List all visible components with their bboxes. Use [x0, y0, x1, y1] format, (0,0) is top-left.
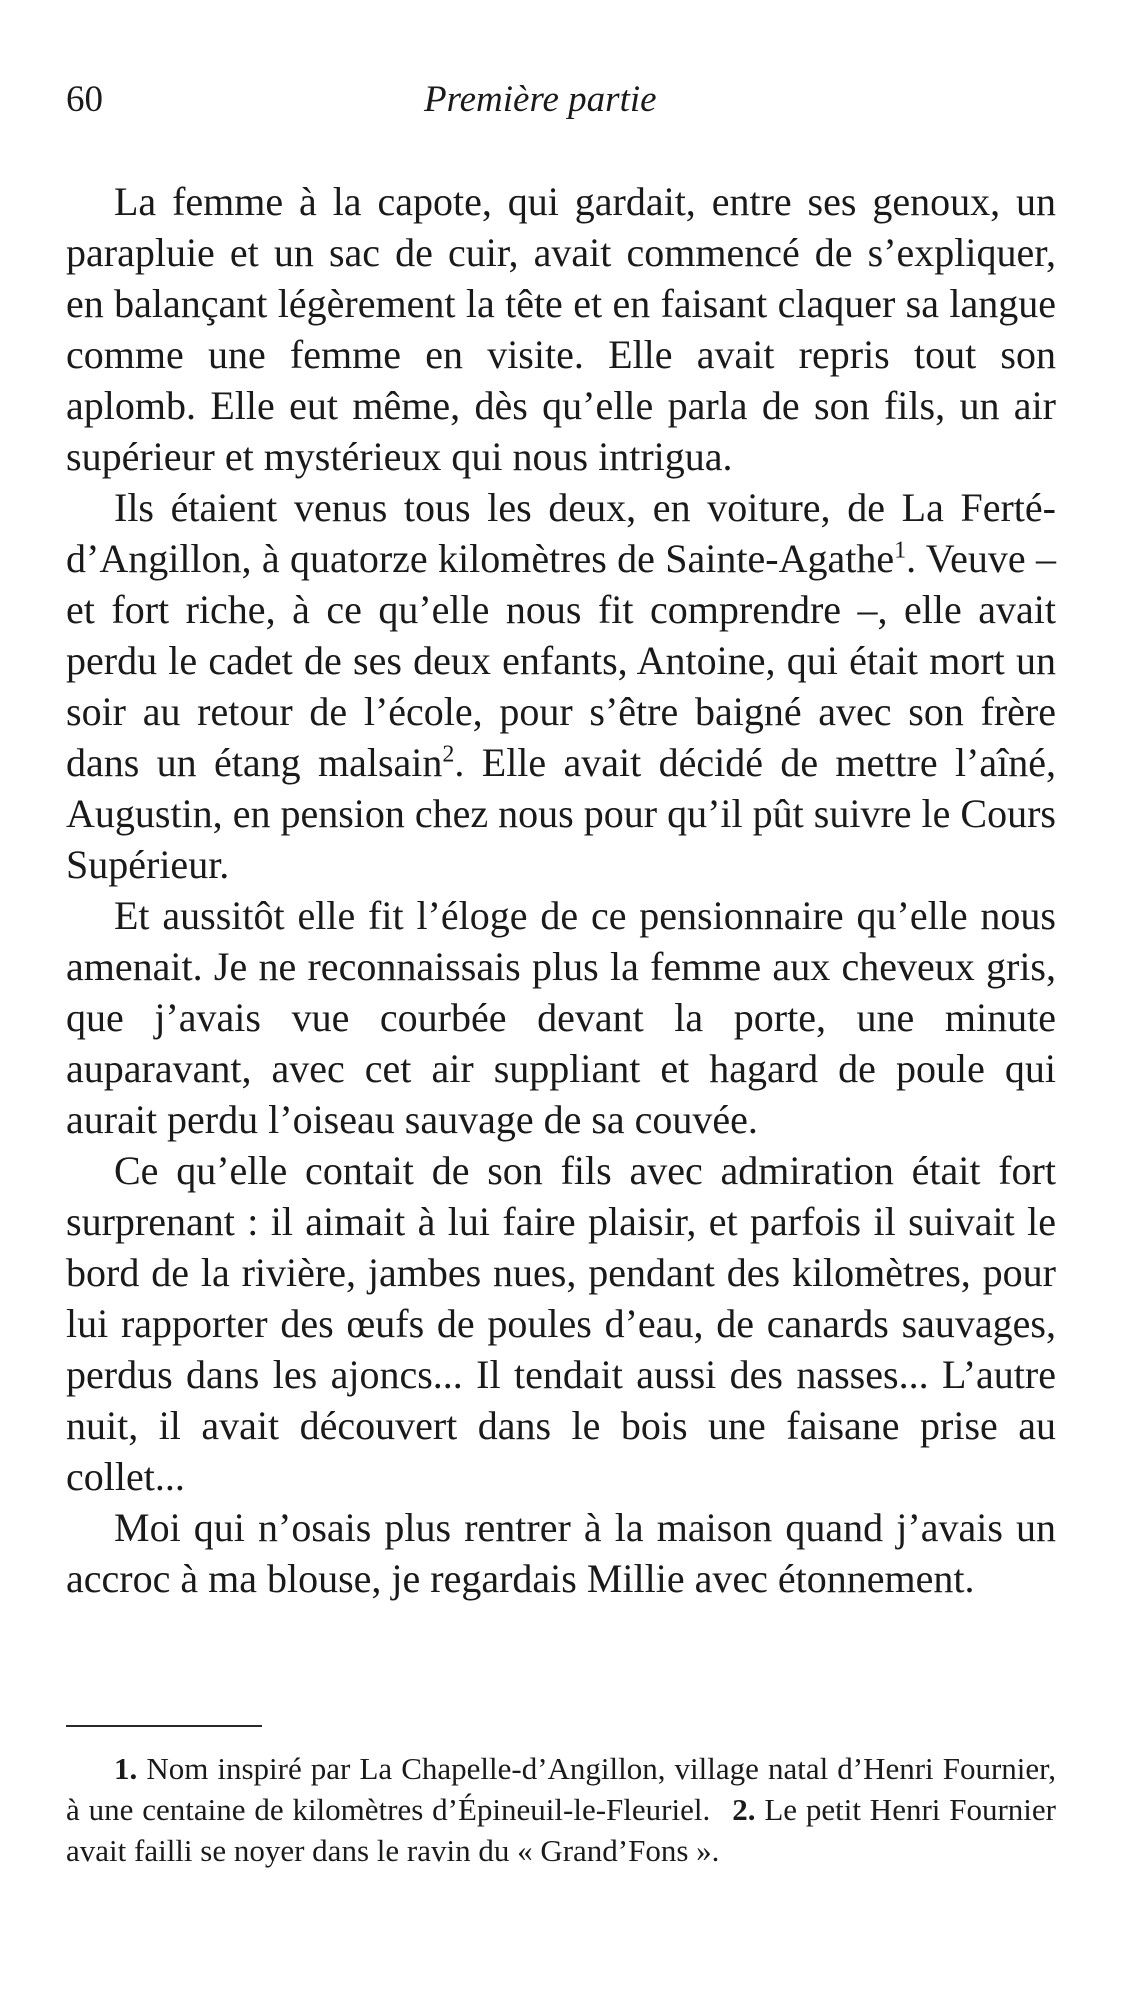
footnote-1-number: 1.	[114, 1751, 138, 1786]
paragraph-2	[66, 482, 1056, 890]
page-header	[66, 78, 1066, 138]
footnote-2-number: 2.	[732, 1792, 756, 1827]
footnotes	[66, 1748, 1056, 1871]
footnote-block	[66, 1748, 1056, 1871]
paragraph-2-part-b: . Veuve – et fort riche, à ce qu’elle nous fit comprendre –, elle avait perdu le cadet de ses deux enfants, Antoine, qui était mort un soir au retour de l’école, pour s’être baigné avec son frère dans un étang malsain	[66, 536, 1057, 785]
running-title: Première partie	[424, 79, 657, 120]
paragraph-1: La femme à la capote, qui gardait, entre ses genoux, un parapluie et un sac de cuir, avait commencé de s’expliquer, en balançant légèrement la tête et en faisant claquer sa langue comme une femme en visite. Elle avait repris tout son aplomb. Elle eut même, dès qu’elle parla de son fils, un air supérieur et mystérieux qui nous intrigua.	[66, 179, 1056, 479]
paragraph-5: Moi qui n’osais plus rentrer à la maison quand j’avais un accroc à ma blouse, je regardais Millie avec étonnement.	[66, 1505, 1056, 1601]
body-text	[66, 176, 1056, 1604]
footnote-ref-1: 1	[894, 537, 907, 564]
footnote-separator	[66, 1725, 262, 1727]
paragraph-2-part-c: . Elle avait décidé de mettre l’aîné, Augustin, en pension chez nous pour qu’il pût suivre le Cours Supérieur.	[66, 740, 1056, 887]
paragraph-2-part-a: Ils étaient venus tous les deux, en voiture, de La Ferté-d’Angillon, à quatorze kilomètres de Sainte-Agathe	[66, 485, 1056, 581]
paragraph-3: Et aussitôt elle fit l’éloge de ce pensionnaire qu’elle nous amenait. Je ne reconnaissais plus la femme aux cheveux gris, que j’avais vue courbée devant la porte, une minute auparavant, avec cet air suppliant et hagard de poule qui aurait perdu l’oiseau sauvage de sa couvée.	[66, 893, 1056, 1142]
footnote-2-text: Le petit Henri Fournier avait failli se noyer dans le ravin du « Grand’Fons ».	[66, 1792, 1056, 1868]
page-number: 60	[66, 79, 103, 120]
footnote-1-text: Nom inspiré par La Chapelle-d’Angillon, village natal d’Henri Fournier, à une centaine de kilomètres d’Épineuil-le-Fleuriel.	[66, 1751, 1056, 1827]
footnote-ref-2: 2	[442, 741, 455, 768]
paragraph-4: Ce qu’elle contait de son fils avec admiration était fort surprenant : il aimait à lui faire plaisir, et parfois il suivait le bord de la rivière, jambes nues, pendant des kilomètres, pour lui rapporter des œufs de poules d’eau, de canards sauvages, perdus dans les ajoncs... Il tendait aussi des nasses... L’autre nuit, il avait découvert dans le bois une faisane prise au collet...	[66, 1148, 1056, 1499]
